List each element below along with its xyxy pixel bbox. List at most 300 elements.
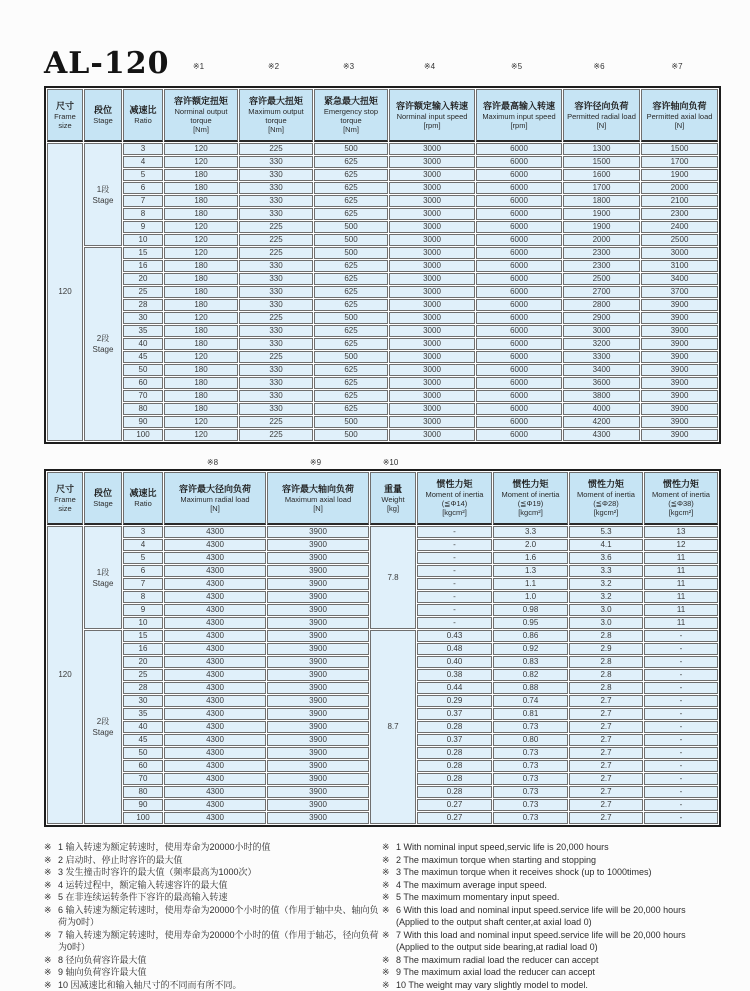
value-cell: 330 — [239, 338, 313, 350]
ratio-cell: 80 — [123, 786, 163, 798]
value-cell: 1.6 — [493, 552, 568, 564]
column-header — [476, 89, 562, 142]
footnote-mark: ※ — [382, 854, 396, 867]
column-header — [47, 472, 83, 525]
value-cell: 6000 — [476, 403, 562, 415]
footnote-text: 7 With this load and nominal input speed.service life will be 20,000 hours (Applied to the output side bearing,at radial load 0) — [396, 929, 712, 954]
value-cell: 2.0 — [493, 539, 568, 551]
value-cell: 330 — [239, 156, 313, 168]
table-row — [47, 630, 718, 642]
value-cell: - — [644, 682, 718, 694]
value-cell: 1700 — [563, 182, 640, 194]
column-header-zh: 紧急最大扭矩 — [315, 96, 387, 107]
value-cell: 4300 — [164, 656, 266, 668]
value-cell: 3900 — [641, 429, 718, 441]
column-header-en: Moment of inertia — [645, 490, 717, 499]
value-cell: 3900 — [267, 539, 369, 551]
footnote-item — [44, 891, 382, 904]
value-cell: 3900 — [267, 552, 369, 564]
value-cell: 3900 — [267, 617, 369, 629]
column-header-sub: (≦Φ28) — [570, 499, 642, 508]
value-cell: 11 — [644, 604, 718, 616]
column-header-zh: 容许额定扭矩 — [165, 96, 237, 107]
value-cell: 2.7 — [569, 734, 643, 746]
ref-mark-spacer — [566, 456, 641, 469]
column-header — [314, 89, 388, 142]
value-cell: 2300 — [563, 247, 640, 259]
value-cell: 4300 — [164, 747, 266, 759]
footnote-mark: ※ — [382, 879, 396, 892]
ref-mark-spacer — [414, 456, 490, 469]
ref-mark: ※9 — [264, 456, 367, 469]
value-cell: 0.28 — [417, 721, 492, 733]
value-cell: 500 — [314, 312, 388, 324]
value-cell: 330 — [239, 273, 313, 285]
value-cell: 500 — [314, 429, 388, 441]
footnote-item — [382, 979, 712, 991]
value-cell: - — [417, 617, 492, 629]
ratio-cell: 16 — [123, 260, 163, 272]
value-cell: 6000 — [476, 416, 562, 428]
table-row — [47, 260, 718, 272]
table-row — [47, 273, 718, 285]
value-cell: 3900 — [641, 299, 718, 311]
value-cell: 120 — [164, 234, 238, 246]
column-header-zh: 容许最大径向负荷 — [165, 484, 265, 495]
value-cell: 2.7 — [569, 812, 643, 824]
value-cell: 0.37 — [417, 708, 492, 720]
value-cell: 6000 — [476, 182, 562, 194]
value-cell: 0.73 — [493, 799, 568, 811]
table-row — [47, 221, 718, 233]
column-header-unit: [N] — [564, 121, 639, 130]
column-header-en: Frame size — [48, 112, 82, 130]
value-cell: 180 — [164, 299, 238, 311]
value-cell: 6000 — [476, 312, 562, 324]
footnote-item — [382, 854, 712, 867]
value-cell: 3000 — [389, 364, 475, 376]
value-cell: 11 — [644, 617, 718, 629]
value-cell: 1900 — [563, 221, 640, 233]
value-cell: 0.44 — [417, 682, 492, 694]
table-row — [47, 364, 718, 376]
footnote-text: 3 The maximun torque when it receives shock (up to 1000times) — [396, 866, 712, 879]
column-header-unit: [kgcm²] — [418, 508, 491, 517]
value-cell: 120 — [164, 312, 238, 324]
value-cell: 3900 — [267, 565, 369, 577]
value-cell: 500 — [314, 416, 388, 428]
value-cell: 3000 — [389, 143, 475, 155]
footnote-item — [44, 929, 382, 954]
table-row — [47, 325, 718, 337]
value-cell: 3000 — [389, 208, 475, 220]
column-header — [123, 472, 163, 525]
value-cell: 0.28 — [417, 747, 492, 759]
value-cell: 3900 — [267, 591, 369, 603]
value-cell: 1900 — [563, 208, 640, 220]
stage-label-en: Stage — [85, 195, 121, 206]
value-cell: 0.29 — [417, 695, 492, 707]
value-cell: 3000 — [389, 286, 475, 298]
column-header-unit: [rpm] — [390, 121, 474, 130]
value-cell: 3900 — [641, 377, 718, 389]
value-cell: 2800 — [563, 299, 640, 311]
stage-cell — [84, 143, 122, 246]
value-cell: 625 — [314, 195, 388, 207]
footnote-item — [44, 854, 382, 867]
table-row — [47, 143, 718, 155]
column-header-zh: 减速比 — [124, 488, 162, 499]
ref-mark: ※10 — [367, 456, 414, 469]
stage-label-en: Stage — [85, 344, 121, 355]
value-cell: 4300 — [164, 630, 266, 642]
value-cell: - — [644, 656, 718, 668]
ref-marks-row-table2 — [44, 456, 706, 469]
column-header-en: Moment of inertia — [418, 490, 491, 499]
footnote-item — [382, 929, 712, 954]
value-cell: 6000 — [476, 429, 562, 441]
footnote-mark: ※ — [382, 841, 396, 854]
value-cell: 3900 — [267, 526, 369, 538]
footnote-mark: ※ — [44, 929, 58, 954]
value-cell: - — [644, 695, 718, 707]
value-cell: 3900 — [267, 630, 369, 642]
value-cell: 625 — [314, 286, 388, 298]
footnote-mark: ※ — [382, 891, 396, 904]
value-cell: 3600 — [563, 377, 640, 389]
value-cell: 4300 — [164, 786, 266, 798]
ratio-cell: 40 — [123, 721, 163, 733]
ratio-cell: 7 — [123, 578, 163, 590]
ref-mark-spacer — [44, 456, 81, 469]
value-cell: 6000 — [476, 234, 562, 246]
ref-marks-row-table1 — [44, 60, 716, 73]
value-cell: 625 — [314, 169, 388, 181]
value-cell: 120 — [164, 156, 238, 168]
value-cell: 4300 — [164, 565, 266, 577]
column-header — [123, 89, 163, 142]
column-header-unit: [kg] — [371, 504, 415, 513]
footnote-text: 9 The maximum axial load the reducer can accept — [396, 966, 712, 979]
value-cell: 3000 — [389, 169, 475, 181]
value-cell: 3900 — [267, 656, 369, 668]
ratio-cell: 4 — [123, 539, 163, 551]
value-cell: 0.28 — [417, 760, 492, 772]
value-cell: 3000 — [389, 247, 475, 259]
value-cell: 3900 — [641, 416, 718, 428]
value-cell: 12 — [644, 539, 718, 551]
footnote-mark: ※ — [382, 954, 396, 967]
ratio-cell: 15 — [123, 247, 163, 259]
value-cell: 120 — [164, 416, 238, 428]
value-cell: 2400 — [641, 221, 718, 233]
value-cell: 0.73 — [493, 721, 568, 733]
footnote-text: 8 The maximum radial load the reducer can accept — [396, 954, 712, 967]
footnote-mark: ※ — [44, 966, 58, 979]
ratio-cell: 3 — [123, 143, 163, 155]
value-cell: 0.81 — [493, 708, 568, 720]
column-header-en: Maximum input speed — [477, 112, 561, 121]
value-cell: 180 — [164, 390, 238, 402]
value-cell: 0.88 — [493, 682, 568, 694]
value-cell: 3000 — [389, 403, 475, 415]
value-cell: 625 — [314, 338, 388, 350]
value-cell: 2.7 — [569, 773, 643, 785]
table-row — [47, 195, 718, 207]
footnote-text: 4 运转过程中，额定输入转速容许的最大值 — [58, 879, 382, 892]
value-cell: - — [417, 552, 492, 564]
footnote-mark: ※ — [44, 866, 58, 879]
table-row — [47, 169, 718, 181]
footnote-item — [382, 904, 712, 929]
ref-mark: ※4 — [386, 60, 473, 73]
column-header-zh: 惯性力矩 — [418, 479, 491, 490]
value-cell: 3000 — [389, 156, 475, 168]
ratio-cell: 70 — [123, 773, 163, 785]
ratio-cell: 30 — [123, 695, 163, 707]
column-header — [370, 472, 416, 525]
value-cell: 4300 — [164, 760, 266, 772]
column-header-en: Ratio — [124, 499, 162, 508]
footnote-mark: ※ — [382, 979, 396, 991]
value-cell: 120 — [164, 221, 238, 233]
ref-mark: ※5 — [473, 60, 560, 73]
column-header-zh: 惯性力矩 — [494, 479, 567, 490]
column-header-zh: 容许最高输入转速 — [477, 101, 561, 112]
value-cell: 330 — [239, 208, 313, 220]
value-cell: 2.8 — [569, 682, 643, 694]
value-cell: 6000 — [476, 247, 562, 259]
value-cell: - — [644, 669, 718, 681]
value-cell: 2.8 — [569, 630, 643, 642]
stage-cell — [84, 630, 122, 824]
value-cell: 4300 — [164, 591, 266, 603]
value-cell: 625 — [314, 182, 388, 194]
column-header-zh: 尺寸 — [48, 101, 82, 112]
column-header-unit: [kgcm²] — [570, 508, 642, 517]
value-cell: 180 — [164, 182, 238, 194]
value-cell: 2100 — [641, 195, 718, 207]
column-header-unit: [rpm] — [477, 121, 561, 130]
ratio-cell: 9 — [123, 221, 163, 233]
ref-mark-spacer — [81, 456, 120, 469]
value-cell: 180 — [164, 208, 238, 220]
table-row — [47, 377, 718, 389]
value-cell: 500 — [314, 247, 388, 259]
value-cell: 1700 — [641, 156, 718, 168]
stage-label-en: Stage — [85, 578, 121, 589]
value-cell: 0.73 — [493, 760, 568, 772]
value-cell: 120 — [164, 247, 238, 259]
value-cell: 500 — [314, 221, 388, 233]
ref-mark-spacer — [641, 456, 716, 469]
value-cell: 3000 — [389, 273, 475, 285]
value-cell: 225 — [239, 143, 313, 155]
ratio-cell: 100 — [123, 429, 163, 441]
value-cell: 6000 — [476, 377, 562, 389]
value-cell: 6000 — [476, 299, 562, 311]
ratio-cell: 20 — [123, 273, 163, 285]
value-cell: - — [644, 773, 718, 785]
value-cell: 3000 — [389, 182, 475, 194]
value-cell: 6000 — [476, 364, 562, 376]
ref-mark-spacer — [81, 60, 120, 73]
ratio-cell: 60 — [123, 377, 163, 389]
footnote-text: 2 启动时、停止时容许的最大值 — [58, 854, 382, 867]
value-cell: 330 — [239, 182, 313, 194]
table-row — [47, 416, 718, 428]
table-row — [47, 182, 718, 194]
ratio-cell: 40 — [123, 338, 163, 350]
value-cell: 0.73 — [493, 747, 568, 759]
footnote-mark: ※ — [382, 929, 396, 954]
value-cell: 11 — [644, 565, 718, 577]
value-cell: 1500 — [641, 143, 718, 155]
value-cell: 625 — [314, 390, 388, 402]
value-cell: 3000 — [641, 247, 718, 259]
ref-mark-spacer — [44, 60, 81, 73]
value-cell: 3100 — [641, 260, 718, 272]
ratio-cell: 28 — [123, 682, 163, 694]
column-header — [493, 472, 568, 525]
stage-label-en: Stage — [85, 727, 121, 738]
ratio-cell: 20 — [123, 656, 163, 668]
value-cell: - — [417, 526, 492, 538]
value-cell: 625 — [314, 273, 388, 285]
value-cell: 4300 — [164, 773, 266, 785]
column-header — [417, 472, 492, 525]
value-cell: 3000 — [389, 234, 475, 246]
value-cell: 2.8 — [569, 656, 643, 668]
spec-table-2 — [44, 469, 721, 827]
value-cell: 3300 — [563, 351, 640, 363]
ratio-cell: 25 — [123, 669, 163, 681]
column-header-unit: [kgcm²] — [494, 508, 567, 517]
value-cell: 3000 — [389, 390, 475, 402]
value-cell: 180 — [164, 195, 238, 207]
weight-cell: 8.7 — [370, 630, 416, 824]
value-cell: 4300 — [164, 552, 266, 564]
footnote-text: 3 发生撞击时容许的最大值（频率最高为1000次） — [58, 866, 382, 879]
footnote-mark: ※ — [382, 866, 396, 879]
value-cell: 4300 — [164, 526, 266, 538]
value-cell: 2300 — [563, 260, 640, 272]
value-cell: 0.28 — [417, 786, 492, 798]
value-cell: 0.73 — [493, 773, 568, 785]
footnote-text: 5 The maximum momentary input speed. — [396, 891, 712, 904]
ref-mark: ※1 — [161, 60, 236, 73]
table-row — [47, 234, 718, 246]
value-cell: 3200 — [563, 338, 640, 350]
ratio-cell: 45 — [123, 734, 163, 746]
footnote-item — [382, 954, 712, 967]
value-cell: - — [644, 643, 718, 655]
column-header-zh: 惯性力矩 — [645, 479, 717, 490]
value-cell: - — [644, 708, 718, 720]
value-cell: - — [644, 747, 718, 759]
column-header-zh: 尺寸 — [48, 484, 82, 495]
footnote-text: 4 The maximum average input speed. — [396, 879, 712, 892]
table-row — [47, 351, 718, 363]
value-cell: 4300 — [164, 734, 266, 746]
footnote-item — [44, 879, 382, 892]
value-cell: 6000 — [476, 169, 562, 181]
value-cell: 3900 — [267, 812, 369, 824]
value-cell: 3000 — [389, 338, 475, 350]
footnote-item — [44, 866, 382, 879]
stage-label-zh: 2段 — [85, 333, 121, 344]
value-cell: 330 — [239, 260, 313, 272]
value-cell: 3900 — [267, 643, 369, 655]
value-cell: 0.82 — [493, 669, 568, 681]
value-cell: 6000 — [476, 273, 562, 285]
footnotes-english — [382, 841, 712, 991]
value-cell: 3.3 — [493, 526, 568, 538]
header-row — [47, 89, 718, 142]
ratio-cell: 5 — [123, 169, 163, 181]
footnote-text: 9 轴向负荷容许最大值 — [58, 966, 382, 979]
value-cell: 4300 — [164, 669, 266, 681]
value-cell: 2.7 — [569, 695, 643, 707]
footnote-item — [382, 879, 712, 892]
value-cell: 6000 — [476, 143, 562, 155]
value-cell: 330 — [239, 169, 313, 181]
ratio-cell: 30 — [123, 312, 163, 324]
column-header — [641, 89, 718, 142]
column-header-zh: 段位 — [85, 488, 121, 499]
value-cell: 11 — [644, 591, 718, 603]
column-header-en: Norminal input speed — [390, 112, 474, 121]
value-cell: 330 — [239, 325, 313, 337]
value-cell: 2700 — [563, 286, 640, 298]
ratio-cell: 7 — [123, 195, 163, 207]
ref-mark-spacer — [120, 456, 161, 469]
value-cell: - — [417, 565, 492, 577]
value-cell: 4300 — [164, 799, 266, 811]
column-header-en: Maximum axial load — [268, 495, 368, 504]
value-cell: 625 — [314, 364, 388, 376]
value-cell: 3700 — [641, 286, 718, 298]
value-cell: 500 — [314, 234, 388, 246]
value-cell: 225 — [239, 351, 313, 363]
value-cell: 330 — [239, 299, 313, 311]
ref-mark-spacer — [490, 456, 566, 469]
value-cell: 6000 — [476, 325, 562, 337]
value-cell: 3000 — [389, 260, 475, 272]
value-cell: 6000 — [476, 260, 562, 272]
ratio-cell: 70 — [123, 390, 163, 402]
spec-table-1 — [44, 86, 721, 444]
value-cell: 6000 — [476, 390, 562, 402]
footnote-mark: ※ — [44, 854, 58, 867]
value-cell: 0.80 — [493, 734, 568, 746]
column-header-en: Maximum radial load — [165, 495, 265, 504]
ratio-cell: 3 — [123, 526, 163, 538]
column-header-unit: [Nm] — [315, 125, 387, 134]
column-header-unit: [N] — [165, 504, 265, 513]
value-cell: 3.3 — [569, 565, 643, 577]
column-header-en: Maximum output torque — [240, 107, 312, 125]
value-cell: 3.0 — [569, 617, 643, 629]
value-cell: 330 — [239, 403, 313, 415]
footnote-mark: ※ — [382, 904, 396, 929]
footnote-item — [44, 966, 382, 979]
table-row — [47, 403, 718, 415]
header-row — [47, 472, 718, 525]
value-cell: 625 — [314, 325, 388, 337]
footnote-text: 1 With nominal input speed,servic life is 20,000 hours — [396, 841, 712, 854]
column-header-en: Ratio — [124, 116, 162, 125]
